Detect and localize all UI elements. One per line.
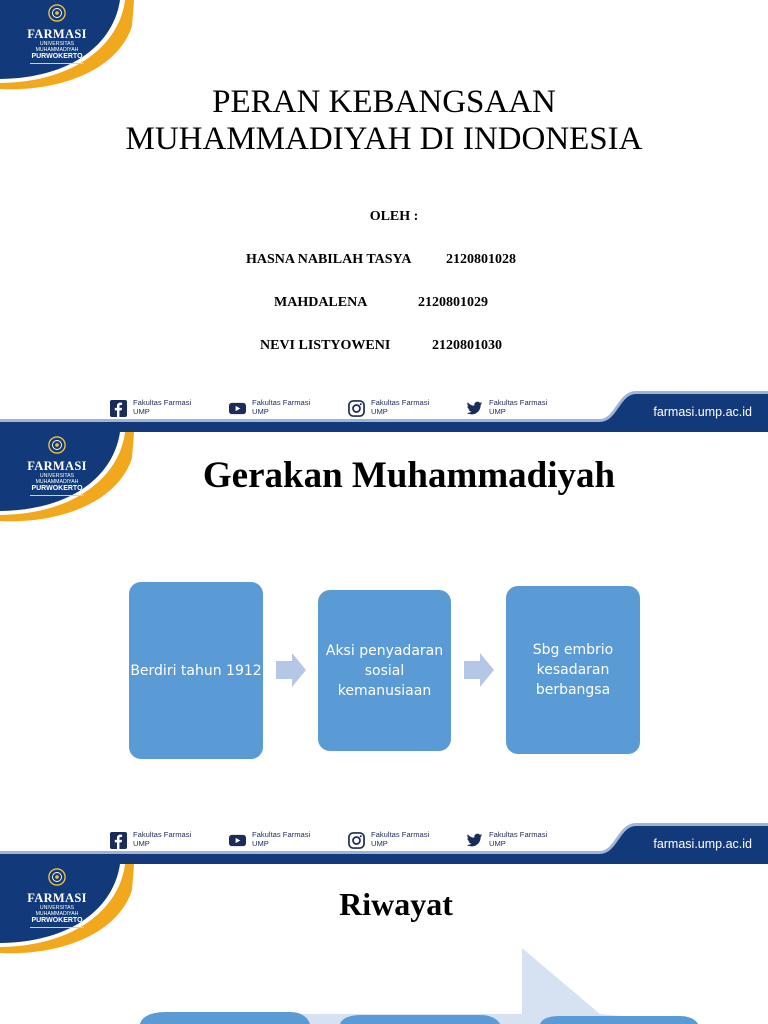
author-block bbox=[0, 207, 768, 379]
social-label: Fakultas Farmasi UMP bbox=[489, 830, 548, 848]
social-label: Fakultas Farmasi UMP bbox=[133, 830, 192, 848]
instagram-icon bbox=[348, 400, 365, 417]
ump-emblem-icon bbox=[48, 4, 66, 22]
logo-subtitle-2: MUHAMMADIYAH bbox=[35, 911, 79, 917]
instagram-icon bbox=[348, 832, 365, 849]
farmasi-logo bbox=[16, 4, 98, 66]
logo-city: PURWOKERTO bbox=[31, 53, 83, 60]
logo-subtitle-1: UNIVERSITAS bbox=[39, 905, 75, 911]
process-box-text: Berdiri tahun 1912 bbox=[130, 662, 262, 679]
social-label: Fakultas Farmasi UMP bbox=[133, 398, 192, 416]
logo-divider bbox=[30, 63, 84, 64]
social-label: Fakultas Farmasi UMP bbox=[371, 398, 430, 416]
twitter-icon bbox=[466, 400, 483, 417]
author-row bbox=[0, 336, 768, 379]
logo-city: PURWOKERTO bbox=[31, 917, 83, 924]
slide-title: Riwayat bbox=[339, 886, 453, 922]
slide-footer bbox=[0, 812, 768, 864]
slide-gerakan bbox=[0, 432, 768, 864]
process-box bbox=[129, 582, 263, 759]
slide-riwayat bbox=[0, 864, 768, 1024]
logo-subtitle-2: MUHAMMADIYAH bbox=[35, 47, 79, 53]
social-label: Fakultas Farmasi UMP bbox=[489, 398, 548, 416]
ump-emblem-icon bbox=[48, 436, 66, 454]
logo-subtitle-2: MUHAMMADIYAH bbox=[35, 479, 79, 485]
logo-city: PURWOKERTO bbox=[31, 485, 83, 492]
logo-subtitle-1: UNIVERSITAS bbox=[39, 41, 75, 47]
facebook-icon bbox=[110, 400, 127, 417]
slide-title bbox=[0, 0, 768, 432]
social-label: Fakultas Farmasi UMP bbox=[252, 398, 311, 416]
author-name: HASNA NABILAH TASYA bbox=[246, 252, 412, 267]
logo-title: FARMASI bbox=[27, 891, 87, 905]
author-id: 2120801030 bbox=[432, 338, 502, 353]
chevron-right-arrow-icon bbox=[276, 653, 306, 687]
process-box bbox=[318, 590, 451, 751]
slide-footer bbox=[0, 380, 768, 432]
process-box bbox=[506, 586, 640, 754]
author-id: 2120801029 bbox=[418, 295, 488, 310]
title-line-2: MUHAMMADIYAH DI INDONESIA bbox=[125, 121, 643, 157]
youtube-icon bbox=[229, 832, 246, 849]
process-box-text: Sbg embrio kesadaran berbangsa bbox=[532, 642, 614, 698]
process-box-text: Aksi penyadaran sosial kemanusiaan bbox=[325, 642, 444, 699]
twitter-icon bbox=[466, 832, 483, 849]
process-arrow-graphic bbox=[0, 864, 768, 1024]
social-label: Fakultas Farmasi UMP bbox=[371, 830, 430, 848]
chevron-right-arrow-icon bbox=[464, 653, 494, 687]
social-label: Fakultas Farmasi UMP bbox=[252, 830, 311, 848]
slide-title: Gerakan Muhammadiyah bbox=[202, 455, 616, 496]
logo-title: FARMASI bbox=[27, 27, 87, 41]
author-name: NEVI LISTYOWENI bbox=[260, 338, 391, 353]
oleh-label: OLEH : bbox=[369, 209, 419, 224]
author-row bbox=[0, 250, 768, 293]
youtube-icon bbox=[229, 400, 246, 417]
author-row bbox=[0, 293, 768, 336]
logo-title: FARMASI bbox=[27, 459, 87, 473]
website-url[interactable]: farmasi.ump.ac.id bbox=[653, 405, 752, 419]
title-line-1: PERAN KEBANGSAAN bbox=[212, 84, 556, 120]
facebook-icon bbox=[110, 832, 127, 849]
author-name: MAHDALENA bbox=[274, 295, 368, 310]
website-url[interactable]: farmasi.ump.ac.id bbox=[653, 837, 752, 851]
presentation-title bbox=[0, 84, 768, 158]
author-id: 2120801028 bbox=[446, 252, 516, 267]
logo-subtitle-1: UNIVERSITAS bbox=[39, 473, 75, 479]
